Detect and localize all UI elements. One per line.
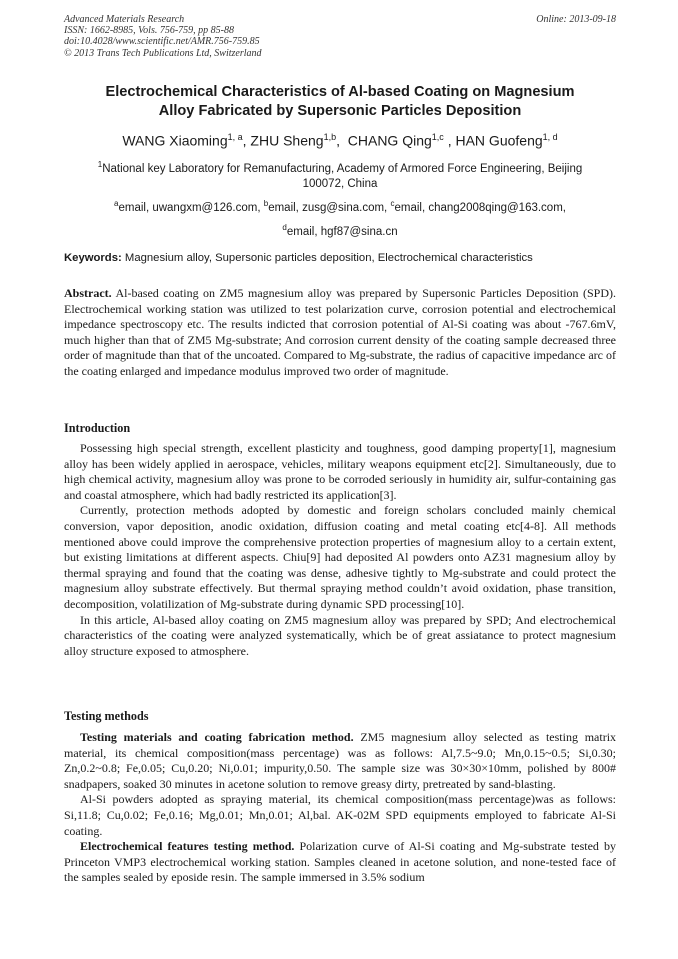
paper-title — [64, 83, 616, 120]
email-sup: c — [390, 199, 395, 208]
issn-line: ISSN: 1662-8985, Vols. 756-759, pp 85-88 — [64, 25, 234, 37]
email-entry[interactable]: email, uwangxm@126.com, — [118, 201, 261, 214]
paragraph: In this article, Al-based alloy coating on ZM5 magnesium alloy was prepared by SPD; And electrochemical characteristics of the coating were analyzed systematically, which be of great assiatance to protect magnesium alloy structure exposed to atmosphere. — [64, 612, 616, 658]
author-sup: 1, a — [227, 132, 243, 142]
keywords-label: Keywords: — [64, 252, 122, 264]
email-sup: d — [282, 222, 287, 232]
keywords-text: Magnesium alloy, Supersonic particles deposition, Electrochemical characteristics — [124, 252, 533, 264]
testing-methods-body — [64, 730, 616, 886]
email-list — [64, 194, 616, 242]
online-date: Online: 2013-09-18 — [536, 14, 616, 25]
author-sup: 1,c — [431, 132, 444, 142]
author-sup: 1, d — [542, 132, 558, 142]
paragraph: Possessing high special strength, excellent plasticity and toughness, good damping property[1], magnesium alloy has been widely applied in aerospace, vehicles, military weapons equipment etc[2]. Simultaneously, due to high chemical activity, magnesium alloy was prone to be corroded seriously in humidity air, sulfur-containing gas and coastal atmosphere, which had badly restricted its application[3]. — [64, 441, 616, 502]
email-sup: a — [114, 199, 119, 208]
paragraph — [64, 730, 616, 792]
testing-methods-heading: Testing methods — [64, 709, 149, 723]
title-line-1: Electrochemical Characteristics of Al-based Coating on Magnesium — [105, 84, 575, 100]
abstract-text: Al-based coating on ZM5 magnesium alloy was prepared by Supersonic Particles Deposition (SPD). Electrochemical working station was utilized to test polarization curve, corrosion potential and electrochemical impedance spectroscopy etc. The results indicted that corrosion potential of Al-Si coating was about -767.6mV, much higher than that of ZM5 Mg-substrate; And corrosion current density of the coating sample decreased three order of magnitude than that of the uncoated. Compared to Mg-substrate, the radius of capacitive impedance arc of the coating enlarged and impedance modulus improved two order of magnitude. — [64, 286, 616, 378]
paragraph — [64, 839, 616, 886]
paragraph-text: Polarization curve of Al-Si coating and Mg-substrate tested by Princeton VMP3 electrochemical working station. Samples cleaned in acetone solution, and none-tested face of the samples sealed by eposide resin. The sample immersed in 3.5% sodium — [64, 839, 617, 885]
affiliation — [64, 157, 616, 192]
journal-name: Advanced Materials Research — [64, 14, 185, 25]
email-entry[interactable]: email, hgf87@sina.cn — [286, 225, 398, 238]
keywords — [64, 251, 624, 265]
author-name: CHANG Qing — [347, 132, 432, 149]
affiliation-sup: 1 — [97, 160, 103, 169]
affiliation-line-1: National key Laboratory for Remanufacturing, Academy of Armored Force Engineering, Beijing — [102, 162, 583, 175]
email-sup: b — [263, 199, 269, 208]
email-entry[interactable]: email, zusg@sina.com, — [268, 201, 388, 214]
author-list: WANG Xiaoming$^{1, a}$, ZHU Sheng$^{1,b}$, CHANG Qing$^{1,c}$ , HAN Guofeng$^{1, d}$ — [122, 132, 558, 149]
author-sup: 1,b — [323, 132, 337, 142]
author-name: ZHU Sheng — [250, 132, 324, 149]
affiliation-line-2: 100072, China — [302, 177, 378, 190]
author-name: WANG Xiaoming — [122, 132, 228, 149]
paragraph-label: Testing materials and coating fabrication method. — [80, 730, 354, 744]
paragraph-label: Electrochemical features testing method. — [80, 839, 295, 854]
doi-line: doi:10.4028/www.scientific.net/AMR.756-759.85 — [64, 36, 260, 48]
paragraph-text: ZM5 magnesium alloy selected as testing matrix material, its chemical composition(mass percentage) was as follows: Al,7.5~9.0; Mn,0.15~0.5; Si,0.30; Zn,0.2~0.8; Fe,0.05; Cu,0.20; Ni,0.01; impurity,0.50. The sample size was 30×30×10mm, polished by 800# snadpapers, soaked 30 minutes in acetone solution to remove greasy dirty, pretreated by sand-blasting. — [64, 730, 617, 791]
paragraph: Currently, protection methods adopted by domestic and foreign scholars concluded mainly chemical conversion, vapor deposition, anodic oxidation, diffusion coating and metal coating etc[4-8]. All methods mentioned above could improve the comprehensive protection properties of magnesium alloy to a certain extent, but existing limitations at different aspects. Chiu[9] had deposited Al powders onto AZ31 magnesium alloy by thermal spraying and found that the coating was dense, adhesive tightly to Mg-substrate and could protect the magnesium alloy substrate effectively. But thermal spraying method couldn’t avoid oxidation, phase transition, decomposition, volatilization of Mg-substrate during dynamic SPD processing[10]. — [64, 503, 616, 611]
introduction-body — [64, 441, 616, 659]
introduction-heading: Introduction — [64, 421, 131, 435]
abstract-label: Abstract. — [64, 286, 112, 300]
paragraph: Al-Si powders adopted as spraying material, its chemical composition(mass percentage)was as follows: Si,11.8; Cu,0.02; Fe,0.16; Mg,0.01; Mn,0.01; Al,bal. AK-02M SPD equipments employed to fabricate Al-Si coating. — [64, 792, 616, 838]
journal-header — [64, 14, 616, 59]
copyright-line: © 2013 Trans Tech Publications Ltd, Switzerland — [64, 47, 262, 59]
abstract — [64, 286, 616, 380]
author-name: HAN Guofeng — [455, 132, 543, 149]
email-entry[interactable]: email, chang2008qing@163.com, — [394, 201, 566, 214]
title-line-2: Alloy Fabricated by Supersonic Particles Deposition — [158, 102, 522, 119]
